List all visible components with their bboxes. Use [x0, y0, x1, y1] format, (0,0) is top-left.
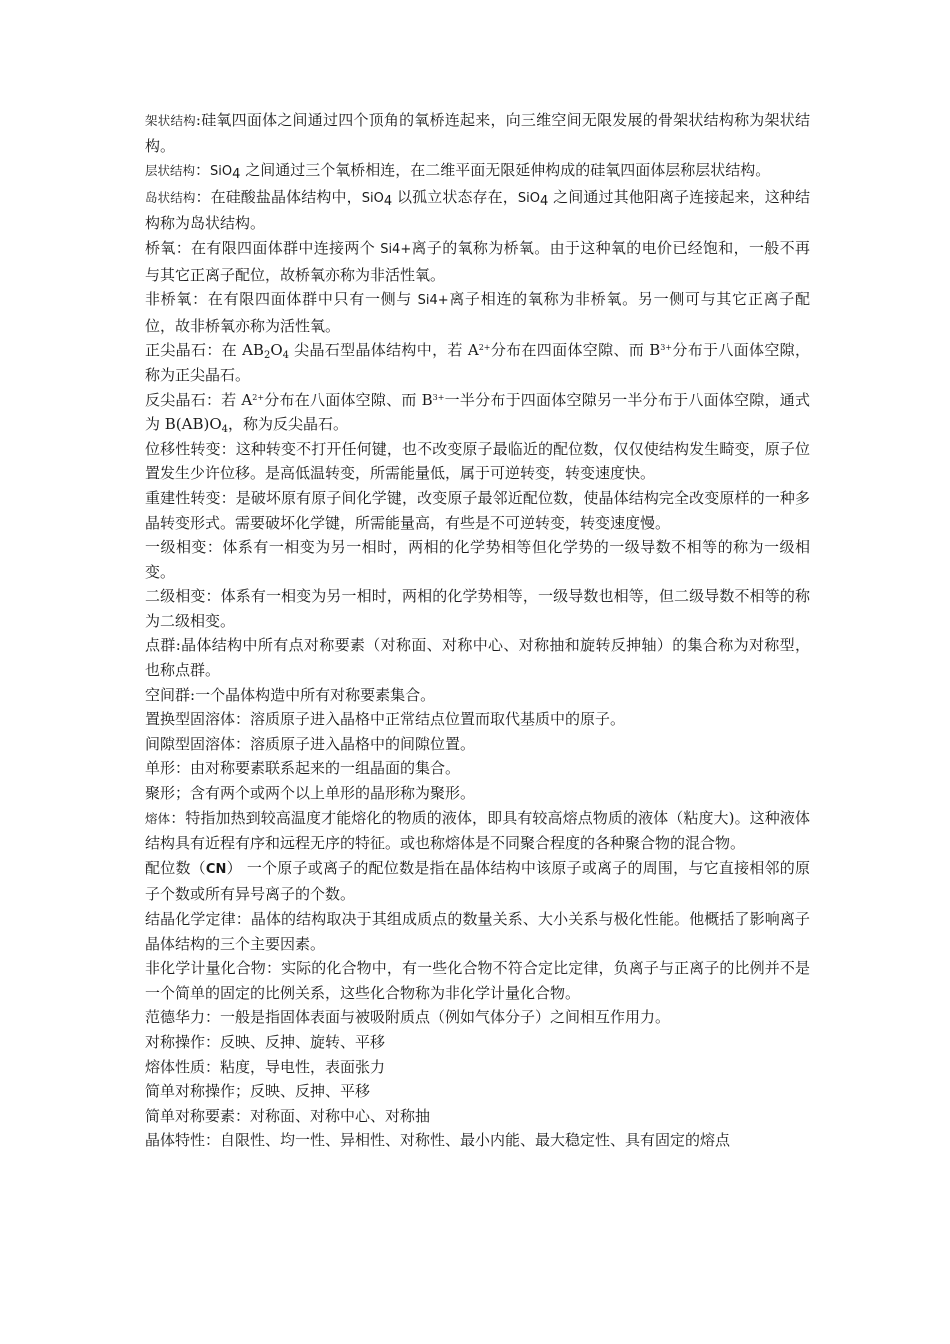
formula-subscript: 2: [263, 350, 271, 362]
definition-daozhuang: [145, 185, 810, 236]
separator: ：: [192, 290, 208, 309]
definition-text: 含有两个或两个以上单形的晶形称为聚形。: [190, 784, 476, 803]
term: 置换型固溶体: [145, 710, 236, 729]
separator: :: [195, 111, 201, 129]
definition-danxing: [145, 756, 810, 781]
separator: ：: [235, 910, 251, 928]
definition-feihuaxuejiliang: [145, 956, 810, 1005]
document-page: [145, 108, 810, 1153]
definition-text: 晶体结构中所有点对称要素（对称面、对称中心、对称抽和旋转反抻轴）的集合称为对称型，也称点群。: [145, 636, 810, 680]
term: 空间群: [145, 685, 191, 704]
definition-zhihuanxing: [145, 707, 810, 732]
definition-text: 离子相连的氧称为非桥氧。另一侧可与其它正离子配位，故非桥氧亦称为活性氧。: [145, 290, 810, 335]
definition-chongjianxing: [145, 486, 810, 535]
definition-text: 是破坏原有原子间化学键，改变原子最邻近配位数，使晶体结构完全改变原样的一种多晶转变形式。需要破坏化学键，所需能量高，有些是不可逆转变，转变速度慢。: [145, 488, 810, 532]
definition-jingtitexing: [145, 1128, 810, 1153]
separator: ：: [205, 390, 222, 409]
formula-subscript: 4: [221, 424, 229, 436]
definition-dianqun: [145, 633, 810, 682]
definition-text: 一个晶体构造中所有对称要素集合。: [195, 685, 436, 704]
definition-jianxixing: [145, 732, 810, 757]
separator: ：: [206, 341, 222, 360]
definition-text: 离子的氧称为桥氧。由于这种氧的电价已经饱和，一般不再与其它正离子配位，故桥氧亦称为非活性氧。: [145, 238, 810, 284]
definition-text: 分布在八面体空隙、而 B: [264, 390, 433, 409]
separator: ：: [175, 238, 192, 257]
definition-jiandancaozuo: [145, 1079, 810, 1104]
definition-text: 一个原子或离子的配位数是指在晶体结构中该原子或离子的周围，与它直接相邻的原子个数或所有异号离子的个数。: [145, 858, 810, 904]
definition-text: 对称面、对称中心、对称抽: [250, 1106, 431, 1125]
definition-jiejinghuaxue: [145, 907, 810, 956]
separator: ；: [235, 1082, 251, 1101]
separator: ：: [205, 587, 221, 606]
separator: ：: [205, 1032, 221, 1051]
separator: :: [190, 685, 196, 704]
definition-text: 特指加热到较高温度才能熔化的物质的液体，即具有较高熔点物质的液体（粘度大)。这种液体结构具有近程有序和远程无序的特征。或也称熔体是不同聚合程度的各种聚合物的混合物。: [145, 808, 810, 853]
formula-subscript: 4: [282, 350, 290, 362]
separator: ：: [235, 1106, 251, 1125]
term: 非桥氧: [145, 290, 193, 309]
separator: ：: [175, 759, 191, 778]
definition-text: 这种转变不打开任何键，也不改变原子最临近的配位数，仅仅使结构发生畸变，原子位置发生少许位移。是高低温转变，所需能量低，属于可逆转变，转变速度快。: [145, 439, 810, 483]
definition-text: 反映、反抻、平移: [250, 1082, 371, 1101]
definition-text: 晶体的结构取决于其组成质点的数量关系、大小关系与极化性能。他概括了影响离子晶体结构的三个主要因素。: [145, 910, 810, 953]
definition-jiandanyaosu: [145, 1104, 810, 1129]
definition-feiqiaoyang: [145, 287, 810, 338]
term: 非化学计量化合物: [145, 959, 266, 978]
term: 岛状结构: [145, 189, 196, 205]
definition-jiazhuang: [145, 108, 810, 158]
definition-text: 若 A: [221, 390, 253, 409]
formula: SiO: [361, 190, 384, 206]
separator: ；: [175, 784, 191, 803]
definition-text: 分布在四面体空隙、而 B: [490, 341, 661, 360]
formula-subscript: 4: [540, 193, 549, 209]
separator: ：: [220, 488, 236, 507]
term: 点群: [145, 636, 176, 655]
definition-fanjianjingshi: [145, 388, 810, 437]
separator: ：: [195, 187, 211, 206]
separator: ：: [265, 959, 282, 978]
definition-duichencaozuo: [145, 1030, 810, 1055]
term: 熔体: [145, 810, 171, 826]
term: 位移性转变: [145, 439, 221, 458]
definition-juxing: [145, 781, 810, 806]
definition-text: ，称为反尖晶石。: [228, 415, 349, 434]
definition-erjixiangbian: [145, 584, 810, 633]
separator: ：: [205, 1057, 221, 1076]
term: 间隙型固溶体: [145, 734, 236, 753]
definition-rongti: [145, 806, 810, 856]
term: 对称操作: [145, 1032, 206, 1051]
charge-superscript: 3+: [432, 392, 445, 402]
term: 范德华力: [145, 1008, 206, 1027]
charge-superscript: 2+: [252, 392, 265, 402]
term: 一级相变: [145, 538, 207, 557]
definition-rongtixingzhi: [145, 1055, 810, 1080]
definition-zhengjianjingshi: [145, 338, 810, 387]
term: 重建性转变: [145, 488, 221, 507]
charge-superscript: 3+: [660, 343, 673, 353]
charge-superscript: 2+: [478, 343, 491, 353]
formula-subscript: 4: [383, 193, 393, 209]
term: 架状结构: [145, 113, 196, 128]
separator: ：: [235, 710, 251, 729]
ion-label: Si4+: [380, 241, 412, 257]
definition-text: 自限性、均一性、异相性、对称性、最小内能、最大稳定性、具有固定的熔点: [220, 1131, 731, 1150]
separator: ：: [170, 808, 186, 827]
separator: ：: [195, 161, 211, 180]
formula: SiO: [210, 164, 233, 180]
definition-text: 在有限四面体群中只有一侧与: [207, 290, 418, 309]
separator: ：: [205, 1008, 221, 1027]
separator: ：: [205, 1131, 221, 1150]
definition-text: 一半分布于四面体空隙另一半分布于八面体空隙，通式为 B(AB)O: [145, 390, 810, 434]
separator: ：: [206, 538, 223, 557]
definition-text: 在有限四面体群中连接两个: [191, 238, 381, 257]
definition-kongjianqun: [145, 683, 810, 708]
ion-label: Si4+: [417, 293, 449, 309]
term: 晶体特性: [145, 1131, 206, 1150]
separator: ：: [235, 734, 251, 753]
definition-cengzhuang: [145, 158, 810, 185]
term: 简单对称操作: [145, 1082, 236, 1101]
term: 正尖晶石: [145, 341, 207, 360]
definition-peiweishu: [145, 856, 810, 907]
definition-text: 体系有一相变为另一相时，两相的化学势相等但化学势的一级导数不相等的称为一级相变。: [145, 538, 810, 581]
definition-text: 溶质原子进入晶格中正常结点位置而取代基质中的原子。: [250, 710, 626, 729]
formula: SiO: [517, 190, 540, 206]
term: 配位数（: [145, 858, 206, 877]
definition-text: 粘度，导电性，表面张力: [220, 1057, 386, 1076]
term: ）: [226, 858, 242, 877]
definition-text: 在 AB: [221, 341, 264, 360]
definition-text: 之间通过三个氧桥相连，在二维平面无限延伸构成的硅氧四面体层称层状结构。: [240, 161, 771, 180]
term: 简单对称要素: [145, 1106, 236, 1125]
definition-text: 分布于八面体空隙，称为正尖晶石。: [145, 341, 810, 384]
definition-text: 体系有一相变为另一相时，两相的化学势相等，一级导数也相等，但二级导数不相等的称为二级相变。: [145, 587, 810, 630]
term: 结晶化学定律: [145, 910, 236, 928]
term: 聚形: [145, 784, 176, 803]
definition-text: 之间通过其他阳离子连接起来，这种结构称为岛状结构。: [145, 187, 810, 233]
definition-text: 在硅酸盐晶体结构中，: [210, 187, 362, 206]
term: 二级相变: [145, 587, 206, 606]
definition-yijixiangbian: [145, 535, 810, 584]
definition-text: 溶质原子进入晶格中的间隙位置。: [250, 734, 476, 753]
definition-text: 实际的化合物中，有一些化合物不符合定比定律，负离子与正离子的比例并不是一个简单的固定的比例关系，这些化合物称为非化学计量化合物。: [145, 959, 810, 1002]
formula-subscript: 4: [232, 167, 241, 183]
term: 层状结构: [145, 163, 196, 179]
term: 单形: [145, 759, 176, 778]
definition-text: 一般是指固体表面与被吸附质点（例如气体分子）之间相互作用力。: [220, 1008, 671, 1027]
definition-text: 尖晶石型晶体结构中，若 A: [289, 341, 479, 360]
definition-text: 由对称要素联系起来的一组晶面的集合。: [190, 759, 461, 778]
separator: ：: [220, 439, 236, 458]
separator: :: [175, 636, 181, 655]
formula: O: [270, 341, 283, 360]
term: 熔体性质: [145, 1057, 206, 1076]
term: 桥氧: [145, 238, 176, 257]
definition-text: 硅氧四面体之间通过四个顶角的氧桥连起来，向三维空间无限发展的骨架状结构称为架状结构。: [145, 111, 810, 155]
definition-fandehuali: [145, 1005, 810, 1030]
term: 反尖晶石: [145, 390, 206, 409]
abbreviation: CN: [205, 861, 227, 877]
definition-weiyixing: [145, 437, 810, 486]
definition-qiaoyang: [145, 236, 810, 287]
definition-text: 以孤立状态存在，: [392, 187, 518, 206]
definition-text: 反映、反抻、旋转、平移: [220, 1032, 386, 1051]
